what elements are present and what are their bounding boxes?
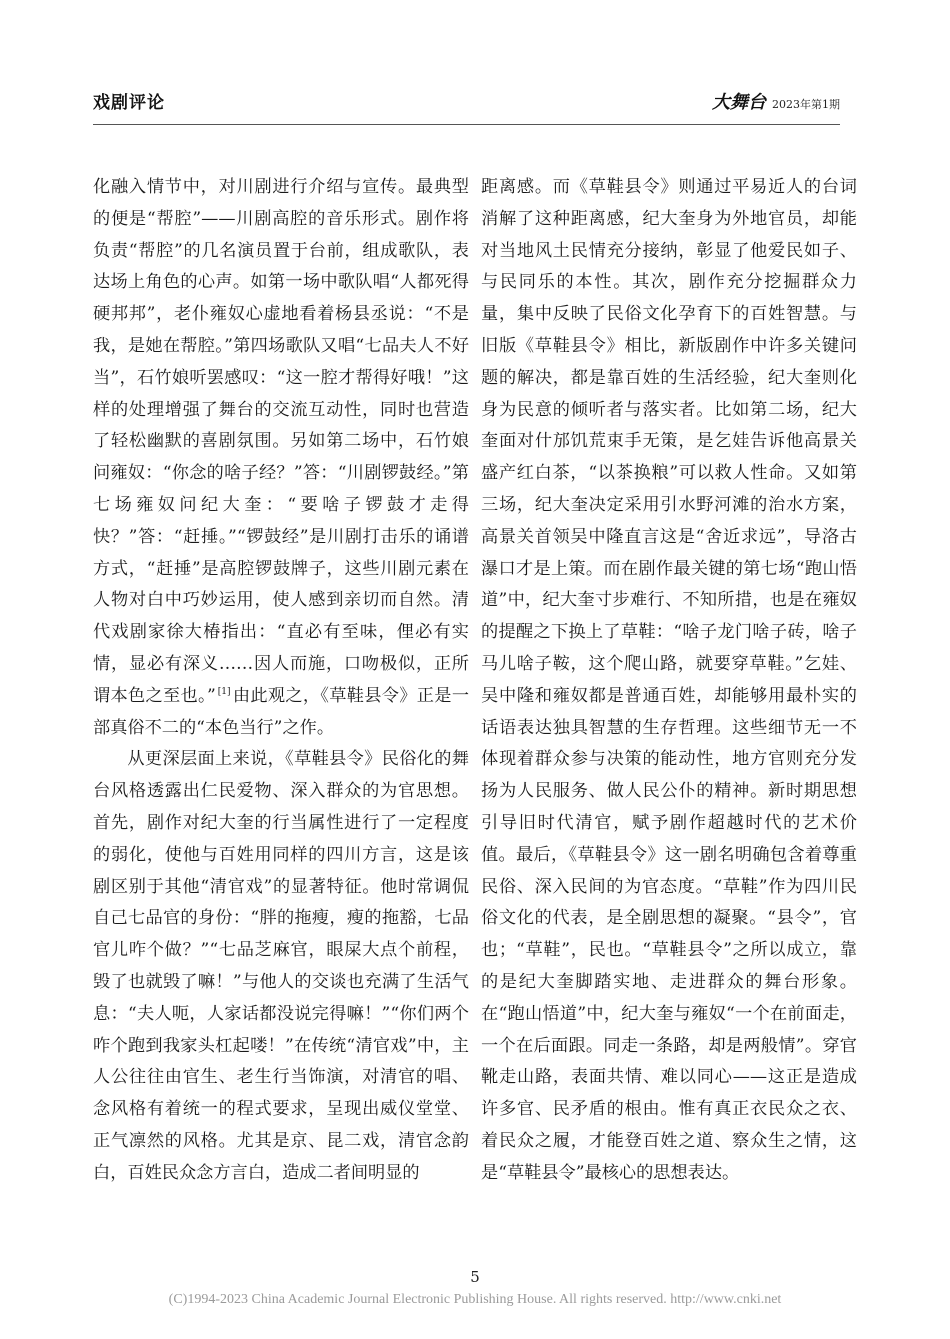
header-rule [93, 124, 840, 125]
paragraph-text: 化融入情节中，对川剧进行介绍与宣传。最典型的便是“帮腔”——川剧高腔的音乐形式。剧作将负责“帮腔”的几名演员置于台前，组成歌队，表达场上角色的心声。如第一场中歌队唱“人都死得硬邦邦”，老仆雍奴心虚地看着杨县丞说：“不是我，是她在帮腔。”第四场歌队又唱“七品夫人不好当”，石竹娘听罢感叹：“这一腔才帮得好哦！”这样的处理增强了舞台的交流互动性，同时也营造了轻松幽默的喜剧氛围。另如第二场中，石竹娘问雍奴：“你念的啥子经？”答：“川剧锣鼓经。”第七场雍奴问纪大奎：“要啥子锣鼓才走得快？”答：“赶捶。”“锣鼓经”是川剧打击乐的诵谱方式，“赶捶”是高腔锣鼓牌子，这些川剧元素在人物对白中巧妙运用，使人感到亲切而自然。清代戏剧家徐大椿指出：“直必有至味，俚必有实情，显必有深义……因人而施，口吻极似，正所谓本色之至也。” [93, 177, 469, 706]
issue-label: 2023年第1期 [772, 98, 840, 111]
right-column [481, 172, 857, 1190]
copyright-notice: (C)1994-2023 China Academic Journal Electronic Publishing House. All rights reserved. http://www.cnki.net [168, 1292, 782, 1307]
paragraph: 距离感。而《草鞋县令》则通过平易近人的台词消解了这种距离感，纪大奎身为外地官员，却能对当地风土民情充分接纳，彰显了他爱民如子、与民同乐的本性。其次，剧作充分挖掘群众力量，集中反映了民俗文化孕育下的百姓智慧。与旧版《草鞋县令》相比，新版剧作中许多关键问题的解决，都是靠百姓的生活经验，纪大奎则化身为民意的倾听者与落实者。比如第二场，纪大奎面对什邡饥荒束手无策，是乞娃告诉他高景关盛产红白茶，“以茶换粮”可以救人性命。又如第三场，纪大奎决定采用引水野河滩的治水方案，高景关首领吴中隆直言这是“舍近求远”，导洛古瀑口才是上策。而在剧作最关键的第七场“跑山悟道”中，纪大奎寸步难行、不知所措，也是在雍奴的提醒之下换上了草鞋：“啥子龙门啥子砖，啥子马儿啥子鞍，这个爬山路，就要穿草鞋。”乞娃、吴中隆和雍奴都是普通百姓，却能够用最朴实的话语表达独具智慧的生存哲理。这些细节无一不体现着群众参与决策的能动性，地方官则充分发扬为人民服务、做人民公仆的精神。新时期思想引导旧时代清官，赋予剧作超越时代的艺术价值。最后，《草鞋县令》这一剧名明确包含着尊重民俗、深入民间的为官态度。“草鞋”作为四川民俗文化的代表，是全剧思想的凝聚。“县令”，官也；“草鞋”，民也。“草鞋县令”之所以成立，靠的是纪大奎脚踏实地、走进群众的舞台形象。在“跑山悟道”中，纪大奎与雍奴“一个在前面走，一个在后面跟。同走一条路，却是两般情”。穿官靴走山路，表面共情、难以同心——这正是造成许多官、民矛盾的根由。惟有真正衣民众之衣、着民众之履，才能登百姓之道、察众生之情，这是“草鞋县令”最核心的思想表达。 [481, 177, 857, 1183]
left-column [93, 172, 469, 1190]
section-title: 戏剧评论 [93, 93, 165, 113]
page-number: 5 [470, 1268, 480, 1286]
citation-marker: [1] [217, 686, 231, 697]
journal-header [712, 88, 840, 114]
paragraph-text: 由此观之，《草鞋县令》正是一部真俗不二的“本色当行”之作。 [93, 685, 470, 738]
paragraph: 从更深层面上来说，《草鞋县令》民俗化的舞台风格透露出仁民爱物、深入群众的为官思想。首先，剧作对纪大奎的行当属性进行了一定程度的弱化，使他与百姓用同样的四川方言，这是该剧区别于其他“清官戏”的显著特征。他时常调侃自己七品官的身份：“胖的拖瘦，瘦的拖豁，七品官儿咋个做？”“七品芝麻官，眼屎大点个前程，毁了也就毁了嘛！”与他人的交谈也充满了生活气息：“夫人呃，人家话都没说完得嘛！”“你们两个咋个跑到我家头杠起喽！”在传统“清官戏”中，主人公往往由官生、老生行当饰演，对清官的唱、念风格有着统一的程式要求，呈现出威仪堂堂、正气凛然的风格。尤其是京、昆二戏，清官念韵白，百姓民众念方言白，造成二者间明显的 [93, 749, 469, 1183]
paragraph [93, 172, 469, 744]
journal-logo: 大舞台 [712, 92, 766, 113]
